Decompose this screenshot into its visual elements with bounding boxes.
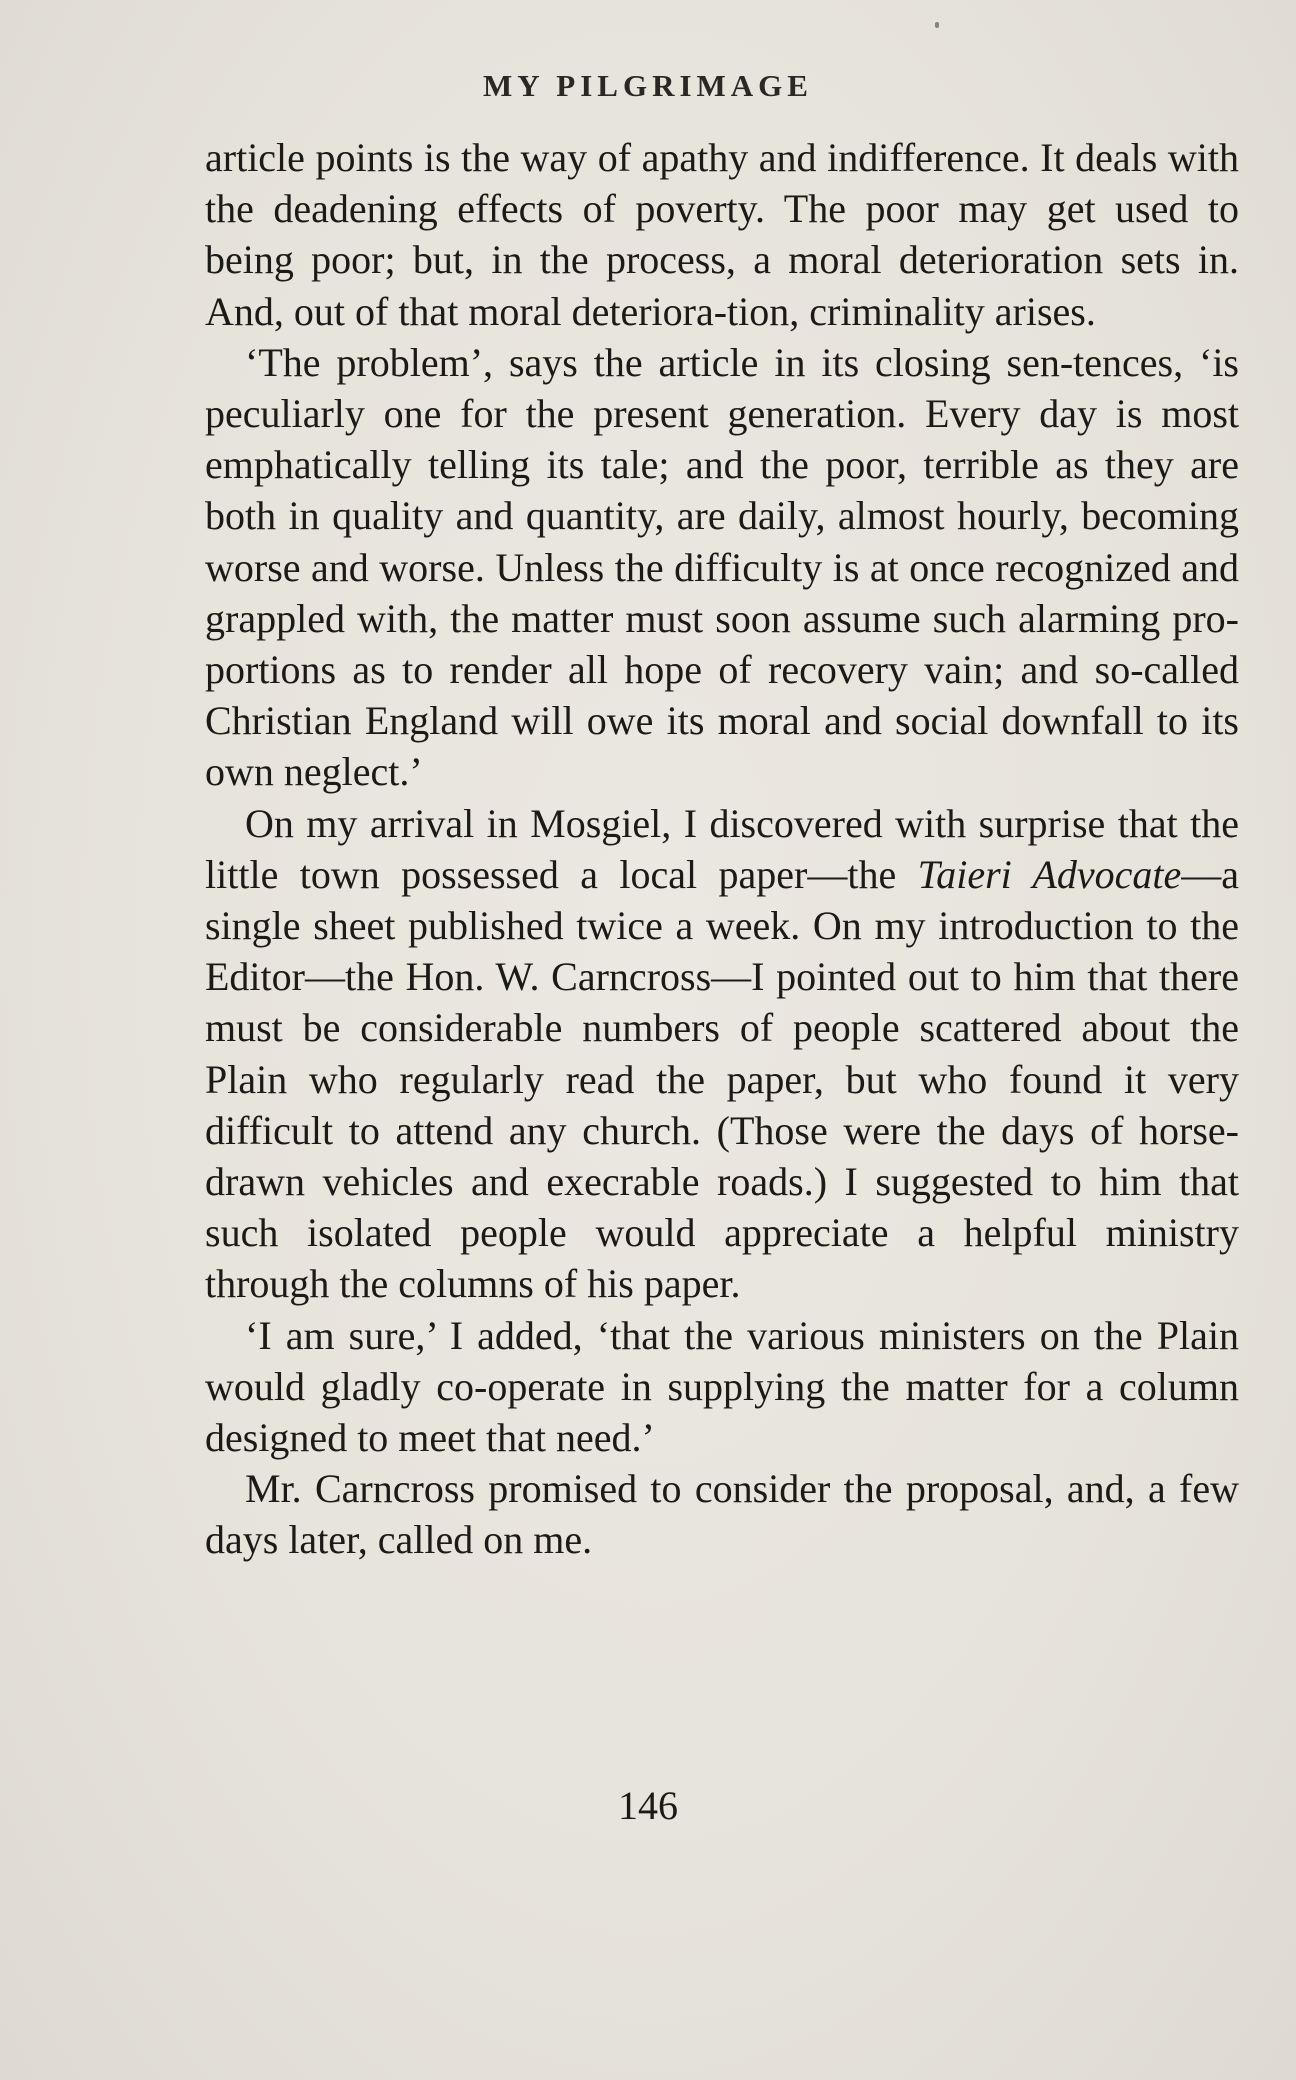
newspaper-title: Taieri Advocate bbox=[917, 851, 1182, 897]
paragraph-3-part-1: On my arrival in Mosgiel, I discovered with surprise that the little town possessed a local paper—the bbox=[205, 800, 1239, 897]
paragraph-2: ‘The problem’, says the article in its closing sen-tences, ‘is peculiarly one for the present generation. Every day is most emphatically telling its tale; and the poor, terrible as they are both in quality and quantity, are daily, almost hourly, becoming worse and worse. Unless the difficulty is at once recognized and grappled with, the matter must soon assume such alarming pro-portions as to render all hope of recovery vain; and so-called Christian England will owe its moral and social downfall to its own neglect.’ bbox=[205, 339, 1239, 795]
running-head: MY PILGRIMAGE bbox=[483, 68, 813, 103]
body-text bbox=[205, 132, 1239, 1566]
paragraph-5: Mr. Carncross promised to consider the proposal, and, a few days later, called on me. bbox=[205, 1466, 1239, 1563]
paragraph-3 bbox=[205, 798, 1239, 1310]
paper-speck bbox=[935, 22, 939, 28]
paragraph-3-part-2: —a single sheet published twice a week. On my introduction to the Editor—the Hon. W. Carncross—I pointed out to him that there must be considerable numbers of people scattered about the Plain who regularly read the paper, but who found it very difficult to attend any church. (Those were the days of horse-drawn vehicles and execrable roads.) I suggested to him that such isolated people would appreciate a helpful ministry through the columns of his paper. bbox=[205, 851, 1239, 1307]
paragraph-4: ‘I am sure,’ I added, ‘that the various ministers on the Plain would gladly co-operate in supplying the matter for a column designed to meet that need.’ bbox=[205, 1312, 1239, 1461]
paragraph-1: article points is the way of apathy and indifference. It deals with the deadening effects of poverty. The poor may get used to being poor; but, in the process, a moral deterioration sets in. And, out of that moral deteriora-tion, criminality arises. bbox=[205, 135, 1239, 334]
page-number: 146 bbox=[618, 1783, 678, 1828]
